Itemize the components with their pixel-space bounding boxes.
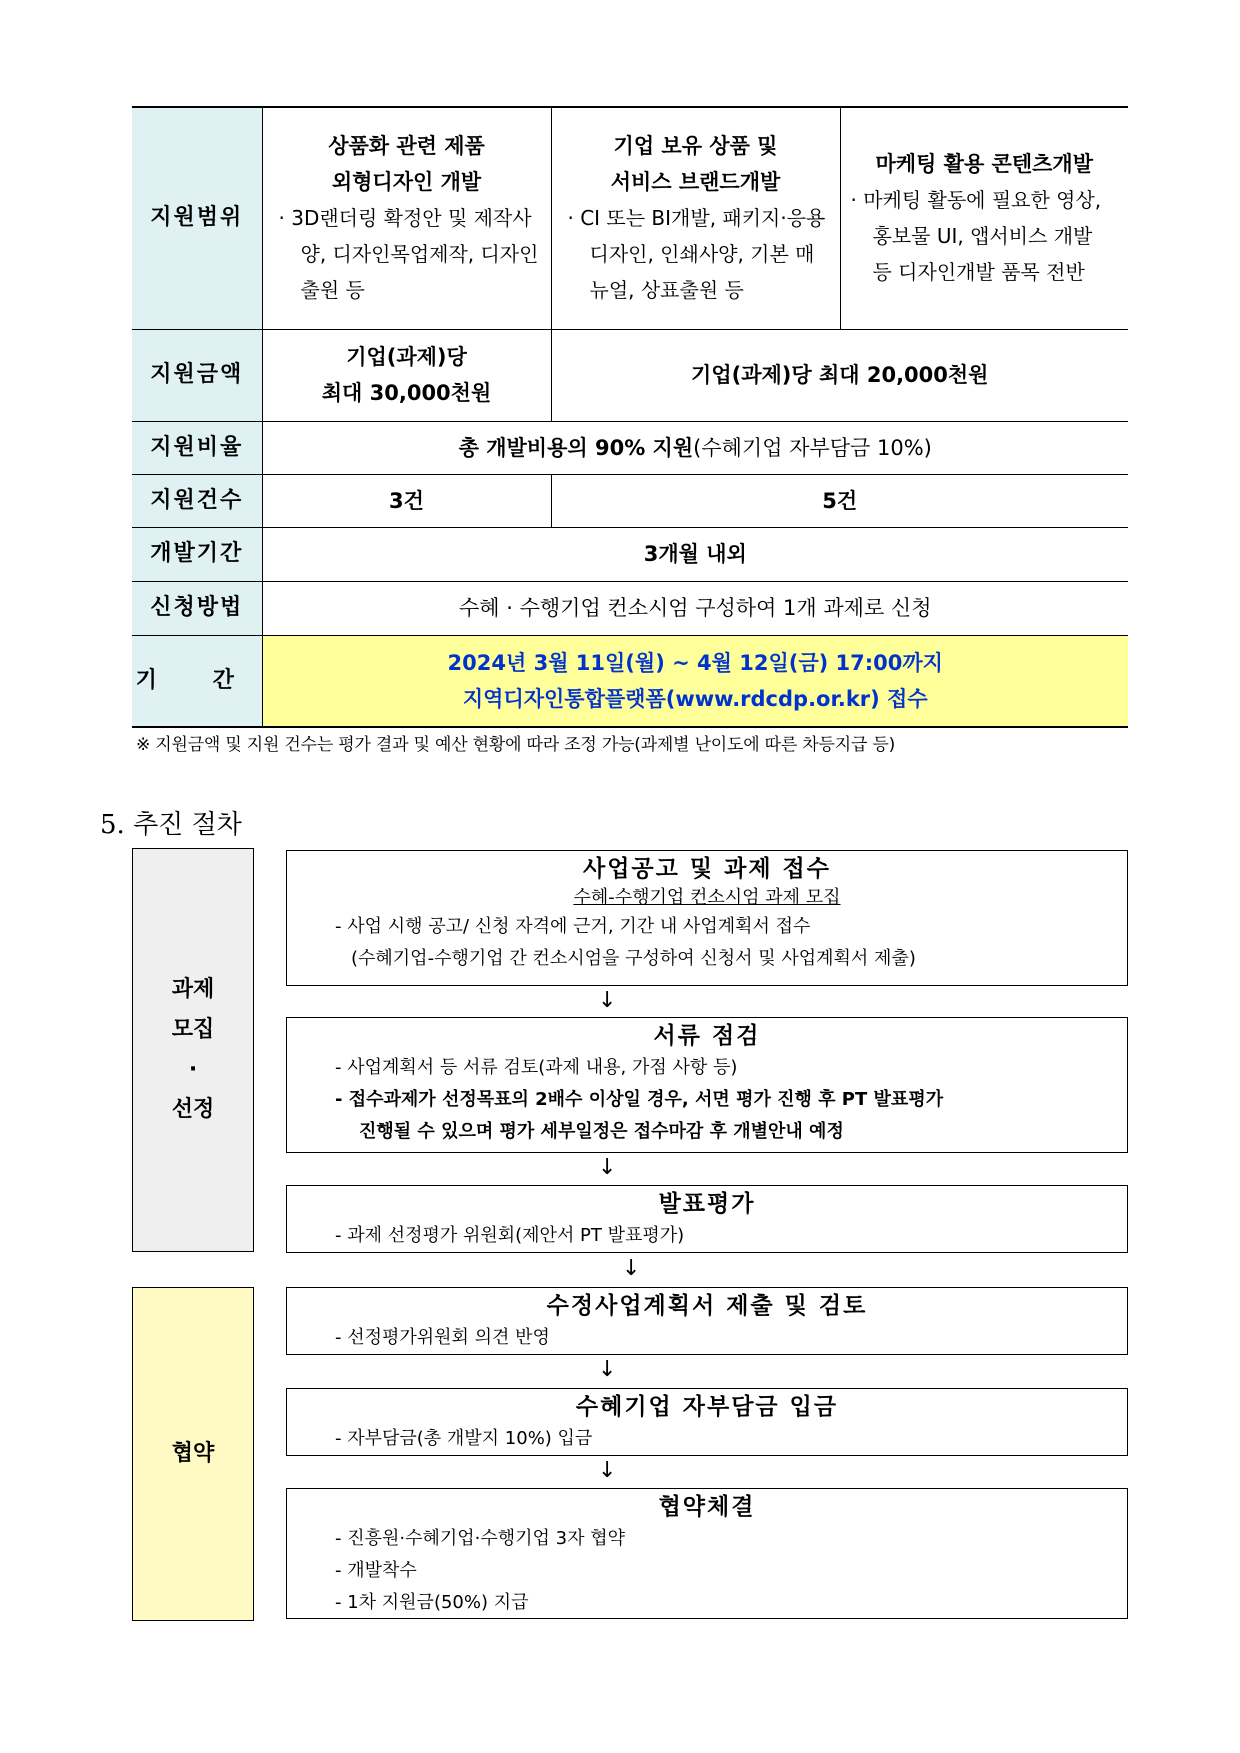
table-note: ※ 지원금액 및 지원 건수는 평가 결과 및 예산 현황에 따라 조정 가능(과제별 난이도에 따른 차등지급 등) (136, 735, 896, 755)
ratio-rest: (수혜기업 자부담금 10%) (693, 435, 932, 460)
label-duration: 개발기간 (132, 527, 262, 581)
step1-subtitle: 수혜-수행기업 컨소시엄 과제 모집 (573, 887, 841, 908)
arrow-3: ↓ (622, 1256, 641, 1281)
scope-col-3-desc: · 마케팅 활동에 필요한 영상, 홍보물 UI, 앱서비스 개발 등 디자인개발 품목 전반 (850, 188, 1102, 285)
step5-line1: - 자부담금(총 개발지 10%) 입금 (335, 1428, 593, 1449)
scope-col-2-title1: 기업 보유 상품 및 (613, 134, 778, 159)
period-line2: 지역디자인통합플랫폼(www.rdcdp.or.kr) 접수 (462, 686, 928, 711)
amount-col-1-line1: 기업(과제)당 (346, 345, 467, 369)
step-announcement (286, 850, 1128, 986)
arrow-4: ↓ (598, 1357, 617, 1382)
duration-value: 3개월 내외 (262, 527, 1128, 581)
step3-line1: - 과제 선정평가 위원회(제안서 PT 발표평가) (335, 1225, 685, 1246)
arrow-5: ↓ (598, 1458, 617, 1483)
step1-line1: - 사업 시행 공고/ 신청 자격에 근거, 기간 내 사업계획서 접수 (335, 916, 811, 937)
scope-col-3-title1: 마케팅 활용 콘텐츠개발 (875, 152, 1093, 177)
method-value: 수혜 · 수행기업 컨소시엄 구성하여 1개 과제로 신청 (262, 581, 1128, 635)
phase-agreement: 협약 (132, 1287, 254, 1621)
step6-line2: - 개발착수 (335, 1560, 417, 1581)
step6-line1: - 진흥원·수혜기업·수행기업 3자 협약 (335, 1528, 625, 1549)
table-row-method (132, 581, 1128, 635)
label-amount: 지원금액 (132, 329, 262, 421)
step1-line2: (수혜기업-수행기업 간 컨소시엄을 구성하여 신청서 및 사업계획서 제출) (351, 948, 916, 969)
scope-col-2-title2: 서비스 브랜드개발 (610, 170, 781, 195)
label-scope: 지원범위 (132, 107, 262, 329)
section-title: 5. 추진 절차 (100, 810, 242, 840)
step-self-payment (286, 1388, 1128, 1456)
scope-col-1-desc: · 3D랜더링 확정안 및 제작사양, 디자인목업제작, 디자인출원 등 (278, 206, 539, 303)
count-col-2: 5건 (551, 474, 1128, 527)
scope-col-1-title1: 상품화 관련 제품 (328, 134, 485, 159)
label-ratio: 지원비율 (132, 421, 262, 474)
ratio-bold: 총 개발비용의 90% 지원 (458, 435, 694, 460)
phase1-line2: 모집 (171, 1017, 215, 1042)
table-row-count (132, 474, 1128, 527)
step3-title: 발표평가 (658, 1191, 756, 1217)
table-row-ratio (132, 421, 1128, 474)
amount-col-1-line2: 최대 30,000천원 (321, 381, 492, 405)
scope-col-2 (551, 107, 840, 329)
count-col-1: 3건 (262, 474, 551, 527)
scope-col-2-desc: · CI 또는 BI개발, 패키지·응용디자인, 인쇄사양, 기본 매뉴얼, 상표출원 등 (567, 206, 826, 303)
step-agreement-signing (286, 1488, 1128, 1619)
phase1-line4: 선정 (171, 1097, 215, 1122)
step1-title: 사업공고 및 과제 접수 (583, 856, 831, 882)
label-period: 기 간 (132, 635, 262, 727)
phase1-line1: 과제 (171, 977, 215, 1002)
support-table (132, 106, 1128, 728)
step2-line2: - 접수과제가 선정목표의 2배수 이상일 경우, 서면 평가 진행 후 PT 발표평가 (335, 1089, 944, 1110)
step2-title: 서류 점검 (653, 1023, 761, 1049)
step6-line3: - 1차 지원금(50%) 지급 (335, 1592, 529, 1613)
amount-col-1 (262, 329, 551, 421)
table-row-duration (132, 527, 1128, 581)
table-row-amount (132, 329, 1128, 421)
scope-col-1-title2: 외형디자인 개발 (331, 170, 482, 195)
phase-recruit-select (132, 848, 254, 1252)
step4-title: 수정사업계획서 제출 및 검토 (546, 1293, 868, 1319)
step5-title: 수혜기업 자부담금 입금 (575, 1394, 839, 1420)
step-document-review (286, 1017, 1128, 1153)
step-revised-plan (286, 1287, 1128, 1355)
phase1-line3: · (188, 1057, 198, 1082)
period-value (262, 635, 1128, 727)
scope-col-3 (840, 107, 1128, 329)
step6-title: 협약체결 (658, 1494, 756, 1520)
table-row-period (132, 635, 1128, 727)
ratio-value (262, 421, 1128, 474)
amount-col-2: 기업(과제)당 최대 20,000천원 (551, 329, 1128, 421)
arrow-2: ↓ (598, 1155, 617, 1180)
step-presentation (286, 1185, 1128, 1253)
label-method: 신청방법 (132, 581, 262, 635)
table-row-scope (132, 107, 1128, 329)
label-count: 지원건수 (132, 474, 262, 527)
step2-line1: - 사업계획서 등 서류 검토(과제 내용, 가점 사항 등) (335, 1057, 738, 1078)
step2-line3: 진행될 수 있으며 평가 세부일정은 접수마감 후 개별안내 예정 (359, 1121, 844, 1142)
arrow-1: ↓ (598, 988, 617, 1013)
scope-col-1 (262, 107, 551, 329)
step4-line1: - 선정평가위원회 의견 반영 (335, 1327, 550, 1348)
period-line1: 2024년 3월 11일(월) ~ 4월 12일(금) 17:00까지 (447, 650, 943, 675)
